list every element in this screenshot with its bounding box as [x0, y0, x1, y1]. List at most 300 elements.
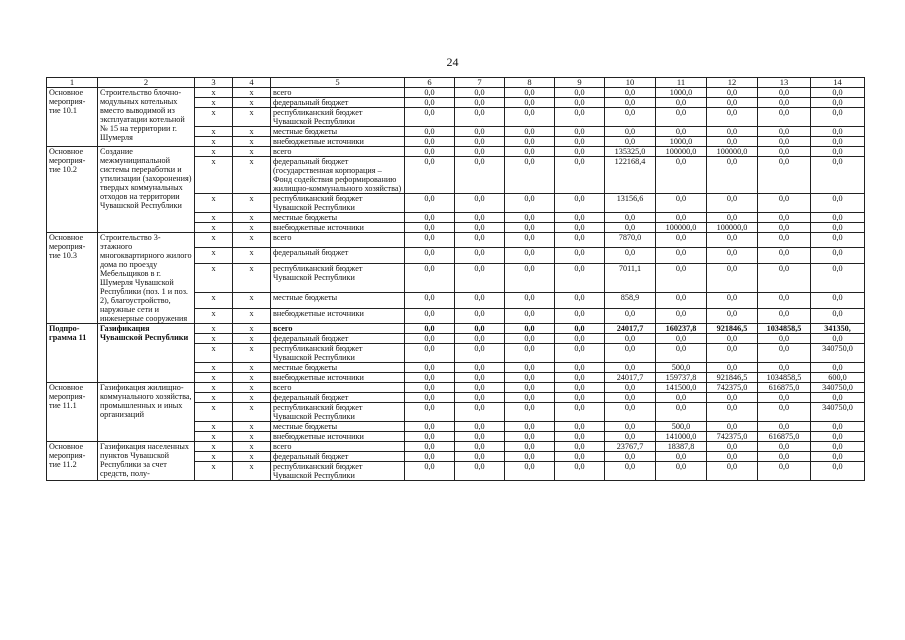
- value-cell: 0,0: [811, 422, 865, 432]
- value-cell: 341350,: [811, 324, 865, 334]
- value-cell: 0,0: [405, 308, 455, 323]
- value-cell: 0,0: [555, 98, 605, 108]
- value-cell: 0,0: [455, 194, 505, 213]
- value-cell: 0,0: [455, 452, 505, 462]
- value-cell: 0,0: [455, 147, 505, 157]
- value-cell: 500,0: [656, 363, 707, 373]
- value-cell: 0,0: [707, 263, 758, 292]
- value-cell: 0,0: [555, 452, 605, 462]
- table-row: [47, 324, 865, 334]
- header-cell: 12: [707, 78, 758, 88]
- value-cell: 0,0: [758, 334, 811, 344]
- col4-cell: х: [233, 383, 271, 393]
- value-cell: 0,0: [707, 88, 758, 98]
- value-cell: 0,0: [455, 88, 505, 98]
- value-cell: 340750,0: [811, 344, 865, 363]
- col4-cell: х: [233, 147, 271, 157]
- value-cell: 0,0: [811, 462, 865, 481]
- value-cell: 0,0: [605, 248, 656, 263]
- value-cell: 0,0: [505, 363, 555, 373]
- value-cell: 0,0: [811, 452, 865, 462]
- value-cell: 600,0: [811, 373, 865, 383]
- value-cell: 0,0: [707, 233, 758, 248]
- value-cell: 0,0: [405, 324, 455, 334]
- value-cell: 0,0: [656, 98, 707, 108]
- value-cell: 0,0: [405, 108, 455, 127]
- funding-source-cell: местные бюджеты: [271, 363, 405, 373]
- col3-cell: х: [195, 127, 233, 137]
- value-cell: 0,0: [505, 462, 555, 481]
- value-cell: 0,0: [707, 213, 758, 223]
- value-cell: 0,0: [505, 98, 555, 108]
- funding-source-cell: внебюджетные источники: [271, 137, 405, 147]
- value-cell: 0,0: [605, 98, 656, 108]
- value-cell: 0,0: [811, 157, 865, 194]
- value-cell: 0,0: [605, 403, 656, 422]
- value-cell: 0,0: [758, 88, 811, 98]
- value-cell: 0,0: [555, 157, 605, 194]
- col3-cell: х: [195, 432, 233, 442]
- value-cell: 160237,8: [656, 324, 707, 334]
- value-cell: 0,0: [707, 422, 758, 432]
- header-cell: 9: [555, 78, 605, 88]
- value-cell: 0,0: [405, 334, 455, 344]
- funding-source-cell: внебюджетные источники: [271, 373, 405, 383]
- value-cell: 0,0: [656, 403, 707, 422]
- value-cell: 0,0: [555, 233, 605, 248]
- value-cell: 0,0: [505, 403, 555, 422]
- value-cell: 0,0: [758, 98, 811, 108]
- value-cell: 0,0: [455, 248, 505, 263]
- funding-source-cell: всего: [271, 233, 405, 248]
- value-cell: 0,0: [405, 462, 455, 481]
- value-cell: 0,0: [455, 263, 505, 292]
- funding-source-cell: федеральный бюджет: [271, 248, 405, 263]
- col4-cell: х: [233, 324, 271, 334]
- value-cell: 0,0: [605, 88, 656, 98]
- col3-cell: х: [195, 442, 233, 452]
- value-cell: 0,0: [605, 462, 656, 481]
- value-cell: 0,0: [455, 98, 505, 108]
- col3-cell: х: [195, 137, 233, 147]
- value-cell: 0,0: [605, 137, 656, 147]
- funding-source-cell: республиканский бюджет Чувашской Республики: [271, 462, 405, 481]
- value-cell: 0,0: [455, 137, 505, 147]
- value-cell: 0,0: [455, 157, 505, 194]
- col4-cell: х: [233, 233, 271, 248]
- header-cell: 14: [811, 78, 865, 88]
- value-cell: 0,0: [656, 334, 707, 344]
- header-cell: 6: [405, 78, 455, 88]
- value-cell: 0,0: [455, 422, 505, 432]
- value-cell: 100000,0: [707, 223, 758, 233]
- value-cell: 0,0: [405, 403, 455, 422]
- value-cell: 0,0: [555, 248, 605, 263]
- value-cell: 0,0: [555, 432, 605, 442]
- budget-table: [46, 77, 865, 481]
- value-cell: 0,0: [656, 452, 707, 462]
- funding-source-cell: федеральный бюджет: [271, 393, 405, 403]
- value-cell: 0,0: [505, 452, 555, 462]
- col4-cell: х: [233, 432, 271, 442]
- funding-source-cell: местные бюджеты: [271, 127, 405, 137]
- value-cell: 0,0: [605, 422, 656, 432]
- funding-source-cell: внебюджетные источники: [271, 308, 405, 323]
- measure-name: Подпро-грамма 11: [47, 324, 98, 383]
- col3-cell: х: [195, 452, 233, 462]
- value-cell: 0,0: [605, 383, 656, 393]
- value-cell: 0,0: [555, 213, 605, 223]
- value-cell: 141500,0: [656, 383, 707, 393]
- value-cell: 0,0: [555, 383, 605, 393]
- value-cell: 0,0: [758, 223, 811, 233]
- value-cell: 0,0: [505, 383, 555, 393]
- col3-cell: х: [195, 194, 233, 213]
- value-cell: 0,0: [455, 293, 505, 308]
- col3-cell: х: [195, 293, 233, 308]
- value-cell: 0,0: [505, 157, 555, 194]
- table-row: [47, 383, 865, 393]
- measure-description: Газификация Чувашской Республики: [98, 324, 195, 383]
- value-cell: 0,0: [811, 213, 865, 223]
- value-cell: 0,0: [555, 108, 605, 127]
- value-cell: 0,0: [505, 233, 555, 248]
- value-cell: 921846,5: [707, 324, 758, 334]
- value-cell: 1034858,5: [758, 324, 811, 334]
- value-cell: 0,0: [505, 108, 555, 127]
- col3-cell: х: [195, 383, 233, 393]
- funding-source-cell: республиканский бюджет Чувашской Республики: [271, 403, 405, 422]
- value-cell: 0,0: [811, 363, 865, 373]
- header-cell: 11: [656, 78, 707, 88]
- value-cell: 0,0: [505, 213, 555, 223]
- value-cell: 0,0: [405, 393, 455, 403]
- value-cell: 0,0: [455, 108, 505, 127]
- value-cell: 0,0: [758, 462, 811, 481]
- header-row: [47, 78, 865, 88]
- value-cell: 122168,4: [605, 157, 656, 194]
- col3-cell: х: [195, 393, 233, 403]
- funding-source-cell: республиканский бюджет Чувашской Республики: [271, 344, 405, 363]
- value-cell: 0,0: [811, 393, 865, 403]
- measure-description: Строительство блочно-модульных котельных вместо выводимой из эксплуатации котельной № 15 на территории г. Шумерля: [98, 88, 195, 147]
- col4-cell: х: [233, 393, 271, 403]
- value-cell: 0,0: [405, 88, 455, 98]
- value-cell: 0,0: [405, 452, 455, 462]
- value-cell: 0,0: [555, 308, 605, 323]
- value-cell: 0,0: [758, 442, 811, 452]
- value-cell: 0,0: [555, 393, 605, 403]
- value-cell: 0,0: [505, 422, 555, 432]
- col4-cell: х: [233, 462, 271, 481]
- funding-source-cell: внебюджетные источники: [271, 223, 405, 233]
- funding-source-cell: республиканский бюджет Чувашской Республики: [271, 263, 405, 292]
- col3-cell: х: [195, 334, 233, 344]
- funding-source-cell: федеральный бюджет: [271, 452, 405, 462]
- funding-source-cell: местные бюджеты: [271, 293, 405, 308]
- funding-source-cell: федеральный бюджет (государственная корпорация – Фонд содействия реформированию жилищно-коммунального хозяйства): [271, 157, 405, 194]
- header-cell: 5: [271, 78, 405, 88]
- value-cell: 0,0: [405, 213, 455, 223]
- value-cell: 0,0: [555, 137, 605, 147]
- value-cell: 616875,0: [758, 383, 811, 393]
- value-cell: 0,0: [405, 194, 455, 213]
- value-cell: 0,0: [405, 233, 455, 248]
- value-cell: 0,0: [505, 88, 555, 98]
- value-cell: 0,0: [455, 127, 505, 137]
- value-cell: 0,0: [707, 293, 758, 308]
- value-cell: 0,0: [605, 308, 656, 323]
- value-cell: 18387,8: [656, 442, 707, 452]
- value-cell: 0,0: [707, 308, 758, 323]
- value-cell: 0,0: [758, 157, 811, 194]
- value-cell: 0,0: [811, 293, 865, 308]
- col3-cell: х: [195, 324, 233, 334]
- col3-cell: х: [195, 308, 233, 323]
- value-cell: 0,0: [555, 263, 605, 292]
- value-cell: 0,0: [605, 363, 656, 373]
- col3-cell: х: [195, 373, 233, 383]
- value-cell: 0,0: [811, 263, 865, 292]
- value-cell: 0,0: [505, 194, 555, 213]
- value-cell: 0,0: [707, 194, 758, 213]
- value-cell: 0,0: [555, 363, 605, 373]
- value-cell: 0,0: [555, 403, 605, 422]
- header-cell: 3: [195, 78, 233, 88]
- header-cell: 4: [233, 78, 271, 88]
- value-cell: 0,0: [505, 393, 555, 403]
- value-cell: 0,0: [811, 308, 865, 323]
- value-cell: 0,0: [455, 442, 505, 452]
- col4-cell: х: [233, 334, 271, 344]
- value-cell: 0,0: [455, 462, 505, 481]
- value-cell: 0,0: [505, 127, 555, 137]
- value-cell: 0,0: [505, 373, 555, 383]
- value-cell: 340750,0: [811, 403, 865, 422]
- value-cell: 0,0: [505, 334, 555, 344]
- value-cell: 0,0: [455, 383, 505, 393]
- col4-cell: х: [233, 452, 271, 462]
- col4-cell: х: [233, 248, 271, 263]
- value-cell: 0,0: [758, 363, 811, 373]
- value-cell: 0,0: [707, 127, 758, 137]
- measure-name: Основное мероприя-тие 10.2: [47, 147, 98, 233]
- value-cell: 0,0: [811, 233, 865, 248]
- col4-cell: х: [233, 88, 271, 98]
- col3-cell: х: [195, 98, 233, 108]
- col4-cell: х: [233, 127, 271, 137]
- value-cell: 0,0: [405, 223, 455, 233]
- value-cell: 0,0: [707, 334, 758, 344]
- value-cell: 0,0: [758, 452, 811, 462]
- value-cell: 0,0: [605, 108, 656, 127]
- value-cell: 0,0: [505, 147, 555, 157]
- measure-name: Основное мероприя-тие 11.1: [47, 383, 98, 442]
- value-cell: 0,0: [455, 363, 505, 373]
- col4-cell: х: [233, 363, 271, 373]
- value-cell: 0,0: [455, 344, 505, 363]
- value-cell: 0,0: [656, 344, 707, 363]
- value-cell: 0,0: [605, 127, 656, 137]
- value-cell: 0,0: [555, 344, 605, 363]
- col3-cell: х: [195, 344, 233, 363]
- value-cell: 0,0: [811, 108, 865, 127]
- value-cell: 0,0: [405, 293, 455, 308]
- value-cell: 0,0: [605, 393, 656, 403]
- value-cell: 0,0: [656, 248, 707, 263]
- value-cell: 0,0: [555, 324, 605, 334]
- col3-cell: х: [195, 223, 233, 233]
- value-cell: 23767,7: [605, 442, 656, 452]
- header-cell: 2: [98, 78, 195, 88]
- measure-description: Строительство 3-этажного многоквартирного жилого дома по проезду Мебельщиков в г. Шумерля Чувашской Республики (поз. 1 и поз. 2), благоустройство, наружные сети и инженерные сооружения: [98, 233, 195, 324]
- value-cell: 0,0: [811, 223, 865, 233]
- col3-cell: х: [195, 233, 233, 248]
- value-cell: 0,0: [505, 324, 555, 334]
- value-cell: 0,0: [707, 442, 758, 452]
- value-cell: 0,0: [758, 248, 811, 263]
- funding-source-cell: республиканский бюджет Чувашской Республики: [271, 108, 405, 127]
- value-cell: 0,0: [555, 88, 605, 98]
- value-cell: 340750,0: [811, 383, 865, 393]
- value-cell: 0,0: [455, 393, 505, 403]
- col4-cell: х: [233, 403, 271, 422]
- measure-description: Газификация населенных пунктов Чувашской Республики за счет средств, полу-: [98, 442, 195, 481]
- funding-source-cell: всего: [271, 442, 405, 452]
- funding-source-cell: всего: [271, 383, 405, 393]
- value-cell: 0,0: [405, 263, 455, 292]
- value-cell: 0,0: [605, 344, 656, 363]
- value-cell: 0,0: [656, 293, 707, 308]
- value-cell: 0,0: [405, 127, 455, 137]
- value-cell: 0,0: [555, 442, 605, 452]
- value-cell: 0,0: [405, 363, 455, 373]
- funding-source-cell: всего: [271, 324, 405, 334]
- value-cell: 0,0: [405, 157, 455, 194]
- value-cell: 0,0: [811, 442, 865, 452]
- value-cell: 7011,1: [605, 263, 656, 292]
- col3-cell: х: [195, 213, 233, 223]
- col3-cell: х: [195, 88, 233, 98]
- value-cell: 0,0: [455, 233, 505, 248]
- value-cell: 0,0: [707, 403, 758, 422]
- value-cell: 0,0: [811, 137, 865, 147]
- col4-cell: х: [233, 108, 271, 127]
- value-cell: 0,0: [656, 233, 707, 248]
- col4-cell: х: [233, 308, 271, 323]
- col4-cell: х: [233, 373, 271, 383]
- table-row: [47, 233, 865, 248]
- col3-cell: х: [195, 462, 233, 481]
- value-cell: 0,0: [656, 157, 707, 194]
- col4-cell: х: [233, 422, 271, 432]
- value-cell: 0,0: [405, 344, 455, 363]
- col4-cell: х: [233, 293, 271, 308]
- value-cell: 0,0: [555, 334, 605, 344]
- value-cell: 0,0: [555, 293, 605, 308]
- value-cell: 0,0: [555, 422, 605, 432]
- col4-cell: х: [233, 223, 271, 233]
- value-cell: 1000,0: [656, 137, 707, 147]
- value-cell: 0,0: [758, 233, 811, 248]
- value-cell: 0,0: [758, 422, 811, 432]
- value-cell: 0,0: [605, 452, 656, 462]
- value-cell: 0,0: [758, 147, 811, 157]
- value-cell: 0,0: [505, 344, 555, 363]
- value-cell: 0,0: [707, 363, 758, 373]
- value-cell: 100000,0: [707, 147, 758, 157]
- value-cell: 0,0: [455, 432, 505, 442]
- value-cell: 0,0: [605, 213, 656, 223]
- value-cell: 0,0: [707, 452, 758, 462]
- value-cell: 616875,0: [758, 432, 811, 442]
- value-cell: 0,0: [656, 462, 707, 481]
- value-cell: 0,0: [455, 223, 505, 233]
- header-cell: 10: [605, 78, 656, 88]
- value-cell: 0,0: [555, 147, 605, 157]
- header-cell: 7: [455, 78, 505, 88]
- value-cell: 0,0: [707, 248, 758, 263]
- value-cell: 0,0: [707, 157, 758, 194]
- value-cell: 0,0: [505, 308, 555, 323]
- value-cell: 0,0: [758, 308, 811, 323]
- value-cell: 0,0: [405, 137, 455, 147]
- measure-description: Газификация жилищно-коммунального хозяйства, промышленных и иных организаций: [98, 383, 195, 442]
- value-cell: 0,0: [656, 213, 707, 223]
- funding-source-cell: федеральный бюджет: [271, 98, 405, 108]
- value-cell: 921846,5: [707, 373, 758, 383]
- value-cell: 0,0: [656, 393, 707, 403]
- value-cell: 0,0: [811, 248, 865, 263]
- value-cell: 7870,0: [605, 233, 656, 248]
- table-row: [47, 442, 865, 452]
- funding-source-cell: местные бюджеты: [271, 422, 405, 432]
- value-cell: 0,0: [605, 223, 656, 233]
- col4-cell: х: [233, 194, 271, 213]
- value-cell: 0,0: [505, 432, 555, 442]
- value-cell: 135325,0: [605, 147, 656, 157]
- value-cell: 742375,0: [707, 383, 758, 393]
- value-cell: 0,0: [555, 223, 605, 233]
- value-cell: 13156,6: [605, 194, 656, 213]
- value-cell: 100000,0: [656, 147, 707, 157]
- table-row: [47, 88, 865, 98]
- value-cell: 0,0: [405, 98, 455, 108]
- col3-cell: х: [195, 147, 233, 157]
- funding-source-cell: республиканский бюджет Чувашской Республики: [271, 194, 405, 213]
- value-cell: 0,0: [758, 393, 811, 403]
- value-cell: 0,0: [811, 98, 865, 108]
- value-cell: 0,0: [505, 293, 555, 308]
- value-cell: 0,0: [455, 334, 505, 344]
- value-cell: 1034858,5: [758, 373, 811, 383]
- value-cell: 0,0: [707, 344, 758, 363]
- value-cell: 0,0: [758, 293, 811, 308]
- col4-cell: х: [233, 263, 271, 292]
- value-cell: 0,0: [405, 373, 455, 383]
- value-cell: 0,0: [656, 194, 707, 213]
- header-cell: 8: [505, 78, 555, 88]
- value-cell: 0,0: [405, 383, 455, 393]
- value-cell: 0,0: [758, 127, 811, 137]
- value-cell: 0,0: [656, 108, 707, 127]
- value-cell: 0,0: [758, 137, 811, 147]
- value-cell: 0,0: [605, 334, 656, 344]
- value-cell: 0,0: [505, 263, 555, 292]
- col3-cell: х: [195, 248, 233, 263]
- funding-source-cell: федеральный бюджет: [271, 334, 405, 344]
- value-cell: 500,0: [656, 422, 707, 432]
